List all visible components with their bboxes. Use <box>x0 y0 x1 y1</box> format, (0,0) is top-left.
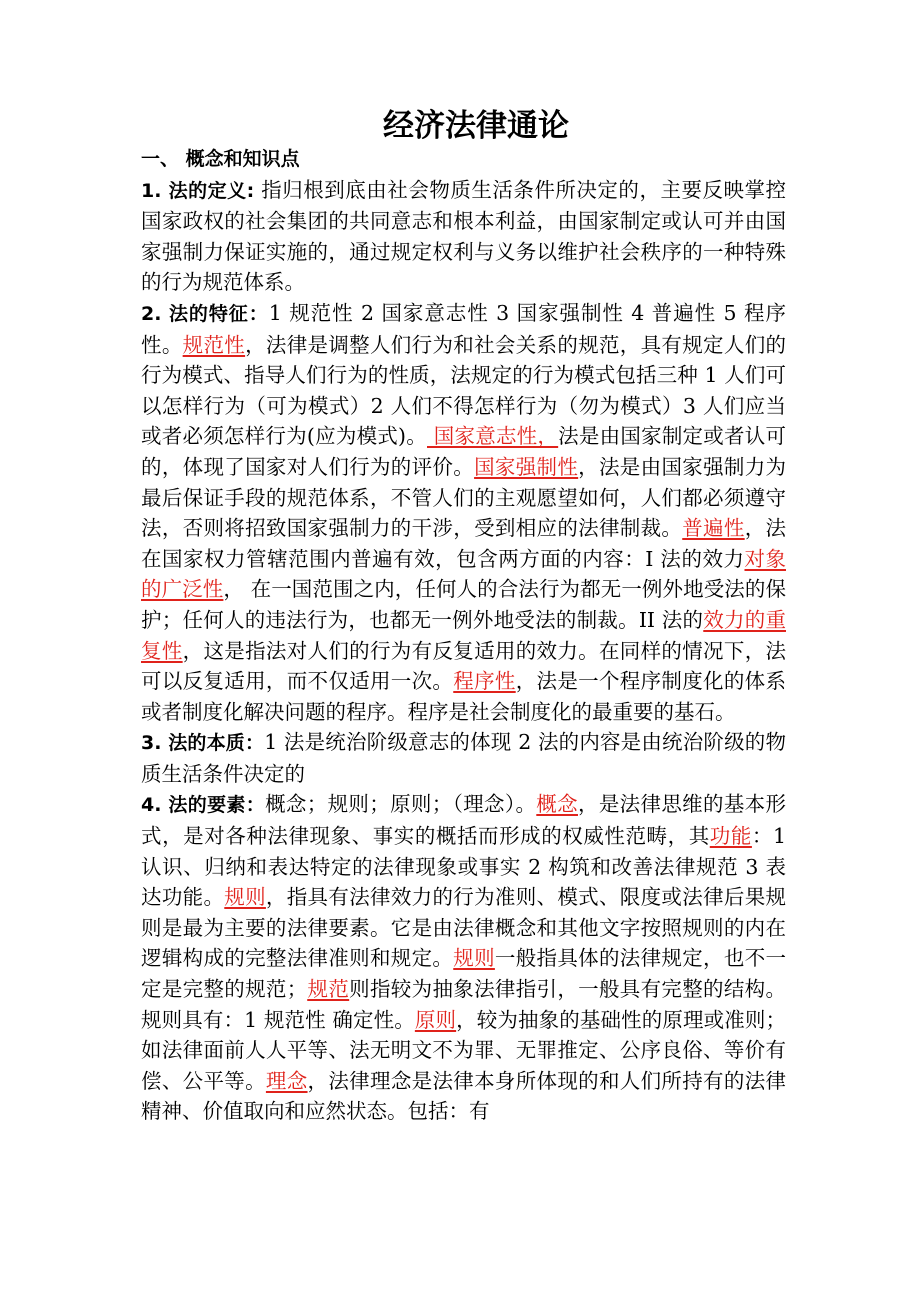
definition-text: 指归根到底由社会物质生活条件所决定的，主要反映掌控国家政权的社会集团的共同意志和根本利益，由国家制定或认可并由国家强制力保证实施的，通过规定权利与义务以维护社会秩序的一种特殊的行为规范体系。 <box>141 177 787 295</box>
keyword-rule: 规则 <box>224 885 266 910</box>
elements-text-6: 则指较为抽象法律指引，一般具有完整的结构。规则具有：1 规范性 确定性。 <box>141 977 787 1032</box>
elements-text-5: 一般指具体的法律规定，也不一定是完整的规范； <box>141 946 787 1002</box>
document-body <box>141 144 786 1127</box>
elements-text-1: 概念；规则；原则；（理念）。 <box>265 792 537 817</box>
keyword-concept: 概念 <box>536 792 578 817</box>
essence-text: 1 法是统治阶级意志的体现 2 法的内容是由统治阶级的物质生活条件决定的 <box>141 730 786 786</box>
paragraph-definition <box>141 175 786 298</box>
features-text-7: ，这是指法对人们的行为有反复适用的效力。在同样的情况下，法可以反复适用，而不仅适用一次。 <box>141 638 787 694</box>
elements-lead: 4. 法的要素： <box>141 794 266 817</box>
keyword-state-will: 国家意志性， <box>427 424 559 449</box>
document-title: 经济法律通论 <box>383 108 569 144</box>
elements-text-8: ，法律理念是法律本身所体现的和人们所持有的法律精神、价值取向和应然状态。包括：有 <box>141 1068 787 1124</box>
features-text-2: ，法律是调整人们行为和社会关系的规范，具有规定人们的行为模式、指导人们行为的性质，法规定的行为模式包括三种 1 人们可以怎样行为（可为模式）2 人们不得怎样行为（勿为模式）3 人们应当或者必须怎样行为(应为模式)。 <box>141 332 787 449</box>
keyword-principle: 原则 <box>414 1007 457 1032</box>
keyword-object-breadth: 对象的广泛性 <box>141 546 786 602</box>
keyword-universality: 普遍性 <box>682 516 745 541</box>
features-text-6: ， 在一国范围之内，任何人的合法行为都无一例外地受法的保护；任何人的违法行为，也都无一例外地受法的制裁。II 法的 <box>141 577 787 632</box>
keyword-idea: 理念 <box>265 1068 308 1093</box>
paragraph-features <box>141 298 786 727</box>
elements-text-2: ，是法律思维的基本形式，是对各种法律现象、事实的概括而形成的权威性范畴，其 <box>141 792 787 849</box>
features-text-4: ，法是由国家强制力为最后保证手段的规范体系，不管人们的主观愿望如何，人们都必须遵守法，否则将招致国家强制力的干涉，受到相应的法律制裁。 <box>141 454 787 541</box>
features-text-5: ，法在国家权力管辖范围内普遍有效，包含两方面的内容：I 法的效力 <box>141 516 787 571</box>
features-text-1: 1 规范性 2 国家意志性 3 国家强制性 4 普遍性 5 程序性。 <box>141 300 786 357</box>
keyword-state-coercion: 国家强制性 <box>474 454 579 479</box>
paragraph-essence <box>141 727 786 789</box>
features-text-3: 法是由国家制定或者认可的，体现了国家对人们行为的评价。 <box>141 424 786 479</box>
keyword-norm: 规范 <box>307 977 350 1002</box>
features-lead: 2. 法的特征： <box>141 302 269 325</box>
keyword-function: 功能 <box>709 824 752 849</box>
keyword-procedure: 程序性 <box>453 669 516 694</box>
section-heading: 一、 概念和知识点 <box>141 148 300 170</box>
definition-lead: 1. 法的定义: <box>141 179 255 202</box>
essence-lead: 3. 法的本质： <box>141 732 265 755</box>
elements-text-7: ，较为抽象的基础性的原理或准则；如法律面前人人平等、法无明文不为罪、无罪推定、公序良俗、等价有偿、公平等。 <box>141 1007 787 1093</box>
keyword-effect-repetition: 效力的重复性 <box>141 607 786 663</box>
elements-text-3: ：1 认识、归纳和表达特定的法律现象或事实 2 构筑和改善法律规范 3 表达功能。 <box>141 824 787 910</box>
keyword-normativity: 规范性 <box>182 332 246 357</box>
features-text-8: ，法是一个程序制度化的体系或者制度化解决问题的程序。程序是社会制度化的最重要的基石。 <box>141 669 787 724</box>
paragraph-elements <box>141 789 786 1127</box>
elements-text-4: ，指具有法律效力的行为准则、模式、限度或法律后果规则是最为主要的法律要素。它是由法律概念和其他文字按照规则的内在逻辑构成的完整法律准则和规定。 <box>141 885 787 971</box>
keyword-rule-2: 规则 <box>453 946 495 971</box>
